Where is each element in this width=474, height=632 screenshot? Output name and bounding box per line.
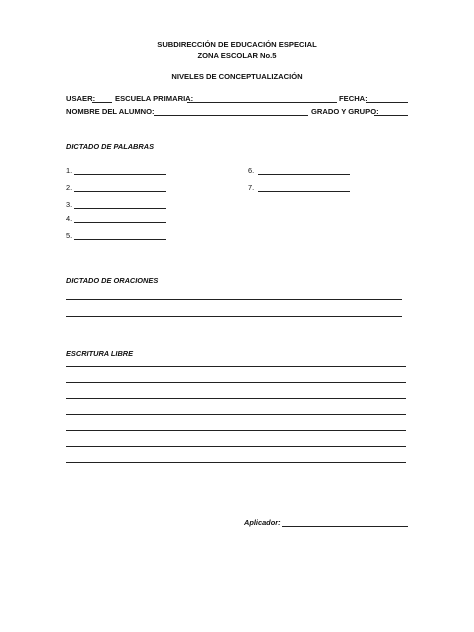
palabra-blank <box>258 174 350 175</box>
usaer-label: USAER: <box>66 94 96 103</box>
palabra-number: 3. <box>66 200 73 209</box>
header-line-1: SUBDIRECCIÓN DE EDUCACIÓN ESPECIAL <box>157 40 317 49</box>
grado-label: GRADO Y GRUPO: <box>311 107 379 116</box>
escritura-line <box>66 398 406 399</box>
escritura-line <box>66 430 406 431</box>
palabra-blank <box>74 208 166 209</box>
oracion-line <box>66 316 402 317</box>
escritura-line <box>66 446 406 447</box>
alumno-blank <box>154 115 308 116</box>
escritura-line <box>66 366 406 367</box>
section-dictado-palabras: DICTADO DE PALABRAS <box>66 142 155 151</box>
palabra-blank <box>74 222 166 223</box>
aplicador-blank <box>282 526 408 527</box>
document-subtitle: NIVELES DE CONCEPTUALIZACIÓN <box>171 72 303 81</box>
alumno-label: NOMBRE DEL ALUMNO: <box>66 107 155 116</box>
palabra-number: 2. <box>66 183 73 192</box>
palabra-blank <box>74 174 166 175</box>
escuela-blank <box>187 102 337 103</box>
escritura-line <box>66 462 406 463</box>
palabra-number: 6. <box>248 166 255 175</box>
usaer-blank <box>92 102 112 103</box>
escritura-line <box>66 382 406 383</box>
escritura-line <box>66 414 406 415</box>
section-escritura-libre: ESCRITURA LIBRE <box>66 349 134 358</box>
oracion-line <box>66 299 402 300</box>
palabra-number: 1. <box>66 166 73 175</box>
palabra-number: 5. <box>66 231 73 240</box>
palabra-blank <box>74 239 166 240</box>
grado-blank <box>374 115 408 116</box>
fecha-label: FECHA: <box>339 94 368 103</box>
aplicador-label: Aplicador: <box>244 518 281 527</box>
palabra-number: 7. <box>248 183 255 192</box>
fecha-blank <box>366 102 408 103</box>
palabra-number: 4. <box>66 214 73 223</box>
header-line-2: ZONA ESCOLAR No.5 <box>197 51 277 60</box>
palabra-blank <box>258 191 350 192</box>
palabra-blank <box>74 191 166 192</box>
escuela-label: ESCUELA PRIMARIA: <box>115 94 194 103</box>
section-dictado-oraciones: DICTADO DE ORACIONES <box>66 276 159 285</box>
